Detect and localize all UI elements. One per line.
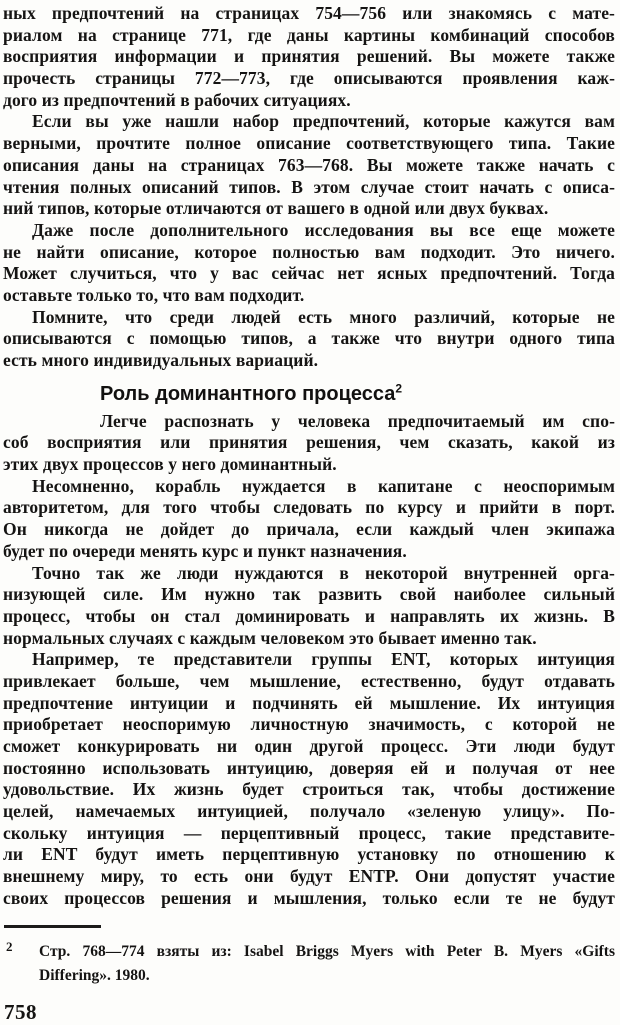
- text-line: своих процессов решения и мышления, только если те не будут: [3, 887, 615, 908]
- text-line: риалом на странице 771, где даны картины комбинаций способов: [3, 24, 615, 45]
- text-line: целей, намечаемых интуицией, получало «зеленую улицу». По-: [3, 801, 615, 822]
- text-line: постоянно использовать интуицию, доверяя ей и получая от нее: [3, 757, 615, 778]
- text-line: внешнему миру, то есть они будут ENTP. Они допустят участие: [3, 866, 615, 887]
- text-line: нормальных случаях с каждым человеком это бывает именно так.: [3, 627, 537, 648]
- paragraph: [3, 220, 615, 307]
- text-line: описываются с помощью типов, а также что внутри одного типа: [3, 328, 615, 349]
- paragraph: [3, 649, 615, 909]
- text-line: Может случиться, что у вас сейчас нет ясных предпочтений. Тогда: [3, 263, 615, 284]
- text-line: этих двух процессов у него доминантный.: [3, 454, 337, 475]
- text-line: приобретает неоспоримую личностную значимость, с которой не: [3, 714, 615, 735]
- text-line: Легче распознать у человека предпочитаемый им спо-: [100, 410, 615, 431]
- page-number: 758: [4, 999, 37, 1024]
- text-line: удовольствие. Их жизнь будет строиться так, чтобы достижение: [3, 779, 615, 800]
- section-heading: [3, 381, 615, 405]
- body-text-bottom: [3, 411, 615, 910]
- footnote-line: Differing». 1980.: [39, 967, 150, 984]
- text-line: не найти описание, которое полностью вам подходит. Это ничего.: [3, 241, 615, 262]
- body-text-top: [3, 3, 615, 372]
- text-line: привлекает больше, чем мышление, естественно, будут отдавать: [3, 670, 615, 691]
- text-line: ных предпочтений на страницах 754—756 или знакомясь с мате-: [3, 3, 615, 23]
- text-line: есть много индивидуальных вариаций.: [3, 350, 319, 370]
- paragraph: [3, 307, 615, 372]
- section-heading-text: Роль доминантного процесса: [100, 382, 396, 405]
- text-line: Даже после дополнительного исследования вы все еще можете: [32, 219, 615, 240]
- text-line: верными, прочтите полное описание соответствующего типа. Такие: [3, 133, 615, 154]
- footnote-marker: 2: [6, 938, 13, 954]
- text-line: описания даны на страницах 763—768. Вы можете также начать с: [3, 154, 615, 175]
- paragraph: [3, 476, 615, 563]
- text-line: оставьте только то, что вам подходит.: [3, 284, 305, 305]
- text-line: Например, те представители группы ENT, которых интуиция: [32, 649, 615, 670]
- text-line: Помните, что среди людей есть много различий, которые не: [32, 306, 615, 327]
- footnote: [3, 940, 615, 989]
- text-line: предпочтение интуиции и подчинять ей мышление. Их интуиция: [3, 692, 615, 713]
- paragraph: [3, 411, 615, 476]
- text-line: дого из предпочтений в рабочих ситуациях.: [3, 89, 351, 110]
- text-line: будет по очереди менять курс и пункт назначения.: [3, 540, 407, 561]
- paragraph: [3, 111, 615, 219]
- text-line: скольку интуиция — перцептивный процесс, такие представите-: [3, 822, 615, 843]
- footnote-reference-superscript: 2: [395, 381, 403, 396]
- text-line: сможет конкурировать ни один другой процесс. Эти люди будут: [3, 736, 615, 756]
- text-line: Он никогда не дойдет до причала, если каждый член экипажа: [3, 519, 615, 540]
- text-line: восприятия информации и принятия решений. Вы можете также: [3, 46, 615, 67]
- text-line: соб восприятия или принятия решения, чем сказать, какой из: [3, 432, 615, 453]
- text-line: Если вы уже нашли набор предпочтений, которые кажутся вам: [32, 111, 615, 132]
- text-line: ний типов, которые отличаются от вашего в одной или двух буквах.: [3, 198, 549, 219]
- text-line: авторитетом, для того чтобы следовать по курсу и прийти в порт.: [3, 497, 615, 518]
- text-line: низующей силе. Им нужно так развить свой наиболее сильный: [3, 584, 615, 605]
- footnote-line: Стр. 768—774 взяты из: Isabel Briggs Myers with Peter B. Myers «Gifts: [39, 942, 615, 960]
- footnote-divider: [4, 925, 101, 928]
- text-line: чтения полных описаний типов. В этом случае стоит начать с описа-: [3, 176, 615, 197]
- text-line: прочесть страницы 772—773, где описываются проявления каж-: [3, 68, 615, 89]
- paragraph: [3, 563, 615, 650]
- text-line: Точно так же люди нуждаются в некоторой внутренней орга-: [32, 562, 615, 583]
- text-line: ли ENT будут иметь перцептивную установку по отношению к: [3, 844, 615, 865]
- footnote-text: [39, 940, 615, 989]
- text-line: процесс, чтобы он стал доминировать и направлять их жизнь. В: [3, 605, 615, 626]
- paragraph: [3, 3, 615, 111]
- text-line: Несомненно, корабль нуждается в капитане с неоспоримым: [32, 475, 615, 496]
